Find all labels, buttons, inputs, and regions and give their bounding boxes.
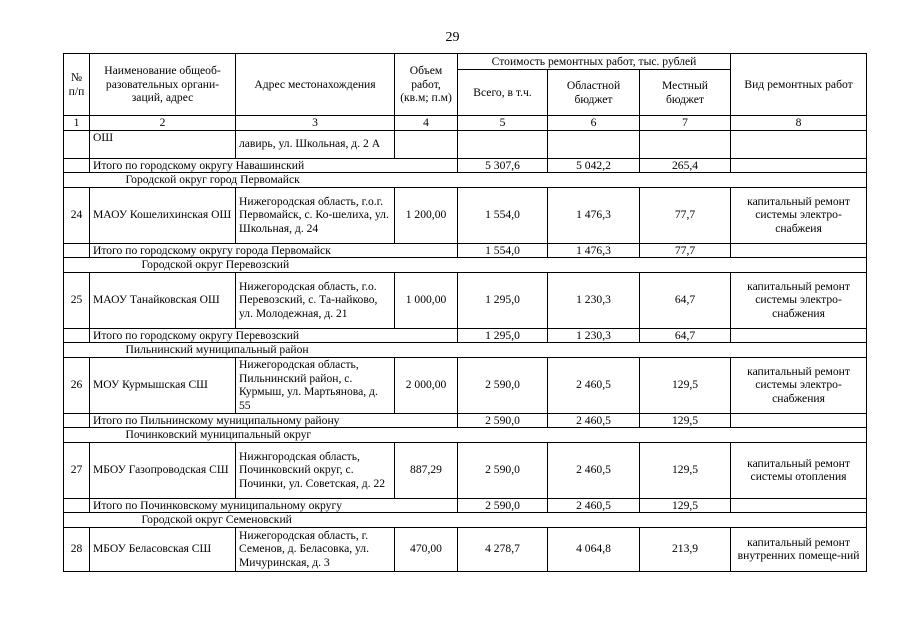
table-row: [64, 442, 867, 498]
cost-local: 77,7: [640, 187, 731, 243]
table-row-section: [64, 173, 867, 188]
work-volume: 470,00: [395, 527, 458, 571]
header-name: Наименование общеоб-разовательных органи-заций, адрес: [90, 54, 236, 116]
row-number: 26: [64, 357, 90, 413]
row-number: 28: [64, 527, 90, 571]
total-sum: 2 590,0: [458, 498, 548, 513]
total-regional: 1 230,3: [548, 328, 640, 343]
work-type: капитальный ремонт системы электро-снабжения: [731, 272, 867, 328]
table-row: [64, 130, 867, 158]
total-local: 77,7: [640, 243, 731, 258]
header-volume: Объем работ, (кв.м; п.м): [395, 54, 458, 116]
work-type: капитальный ремонт системы электро-снабжения: [731, 357, 867, 413]
total-sum: 5 307,6: [458, 158, 548, 173]
column-number: 4: [395, 116, 458, 131]
school-address: лавирь, ул. Школьная, д. 2 А: [236, 130, 395, 158]
table-row-total: [64, 243, 867, 258]
section-title: Пильнинский муниципальный район: [90, 343, 731, 358]
work-type: капитальный ремонт внутренних помеще-ний: [731, 527, 867, 571]
total-local: 129,5: [640, 498, 731, 513]
school-name: МАОУ Кошелихинская ОШ: [90, 187, 236, 243]
cost-local: 129,5: [640, 442, 731, 498]
table-row-total: [64, 328, 867, 343]
row-number: 27: [64, 442, 90, 498]
total-label: Итого по Пильнинскому муниципальному району: [90, 413, 458, 428]
table-row-total: [64, 413, 867, 428]
section-title: Городской округ город Первомайск: [90, 173, 731, 188]
school-address: Нижегородская область, г. Семенов, д. Беласовка, ул. Мичуринская, д. 3: [236, 527, 395, 571]
header-address: Адрес местонахождения: [236, 54, 395, 116]
total-regional: 1 476,3: [548, 243, 640, 258]
work-volume: 1 200,00: [395, 187, 458, 243]
cost-regional: 4 064,8: [548, 527, 640, 571]
table-row-section: [64, 513, 867, 528]
header-num: № п/п: [64, 54, 90, 116]
school-name: ОШ: [90, 130, 236, 158]
total-label: Итого по городскому округу Перевозский: [90, 328, 458, 343]
cost-total: 4 278,7: [458, 527, 548, 571]
cost-local: 213,9: [640, 527, 731, 571]
total-label: Итого по Починковскому муниципальному округу: [90, 498, 458, 513]
total-sum: 1 554,0: [458, 243, 548, 258]
work-type: капитальный ремонт системы электро-снабжеия: [731, 187, 867, 243]
total-label: Итого по городскому округу города Первомайск: [90, 243, 458, 258]
total-regional: 5 042,2: [548, 158, 640, 173]
cost-total: 2 590,0: [458, 357, 548, 413]
table-row: [64, 357, 867, 413]
total-label: Итого по городскому округу Навашинский: [90, 158, 458, 173]
total-regional: 2 460,5: [548, 413, 640, 428]
header-cost-group: Стоимость ремонтных работ, тыс. рублей: [458, 54, 731, 70]
table-row-section: [64, 258, 867, 273]
table-row-total: [64, 158, 867, 173]
column-number: 6: [548, 116, 640, 131]
school-name: МБОУ Беласовская СШ: [90, 527, 236, 571]
cost-regional: 1 476,3: [548, 187, 640, 243]
work-volume: 887,29: [395, 442, 458, 498]
school-name: МБОУ Газопроводская СШ: [90, 442, 236, 498]
table-row-total: [64, 498, 867, 513]
column-number: 3: [236, 116, 395, 131]
cost-local: 129,5: [640, 357, 731, 413]
page-number: 29: [445, 30, 460, 45]
table-row: [64, 272, 867, 328]
header-local: Местный бюджет: [640, 70, 731, 116]
school-address: Нижнгородская область, Починковский округ, с. Починки, ул. Советская, д. 22: [236, 442, 395, 498]
header-total: Всего, в т.ч.: [458, 70, 548, 116]
header-work-type: Вид ремонтных работ: [731, 54, 867, 116]
school-address: Нижегородская область, г.о.г. Первомайск, с. Ко-шелиха, ул. Школьная, д. 24: [236, 187, 395, 243]
total-local: 64,7: [640, 328, 731, 343]
work-volume: 2 000,00: [395, 357, 458, 413]
school-name: МАОУ Танайковская ОШ: [90, 272, 236, 328]
row-number: 24: [64, 187, 90, 243]
cost-total: 1 295,0: [458, 272, 548, 328]
total-regional: 2 460,5: [548, 498, 640, 513]
column-number: 5: [458, 116, 548, 131]
total-local: 129,5: [640, 413, 731, 428]
cost-regional: 1 230,3: [548, 272, 640, 328]
total-sum: 2 590,0: [458, 413, 548, 428]
cost-regional: 2 460,5: [548, 357, 640, 413]
cost-regional: 2 460,5: [548, 442, 640, 498]
header-regional: Областной бюджет: [548, 70, 640, 116]
section-title: Городской округ Перевозский: [90, 258, 731, 273]
cost-total: 1 554,0: [458, 187, 548, 243]
table-row-section: [64, 343, 867, 358]
section-title: Городской округ Семеновский: [90, 513, 731, 528]
work-type: капитальный ремонт системы отопления: [731, 442, 867, 498]
total-local: 265,4: [640, 158, 731, 173]
column-number: 1: [64, 116, 90, 131]
cost-local: 64,7: [640, 272, 731, 328]
table-row: [64, 527, 867, 571]
column-number: 2: [90, 116, 236, 131]
table-row-section: [64, 428, 867, 443]
column-number: 7: [640, 116, 731, 131]
repair-works-table: [63, 53, 867, 572]
work-volume: 1 000,00: [395, 272, 458, 328]
school-name: МОУ Курмышская СШ: [90, 357, 236, 413]
school-address: Нижегородская область, г.о. Перевозский, с. Та-найково, ул. Молодежная, д. 21: [236, 272, 395, 328]
section-title: Починковский муниципальный округ: [90, 428, 731, 443]
table-row: [64, 187, 867, 243]
total-sum: 1 295,0: [458, 328, 548, 343]
cost-total: 2 590,0: [458, 442, 548, 498]
school-address: Нижегородская область, Пильнинский район, с. Курмыш, ул. Мартьянова, д. 55: [236, 357, 395, 413]
row-number: 25: [64, 272, 90, 328]
column-number: 8: [731, 116, 867, 131]
